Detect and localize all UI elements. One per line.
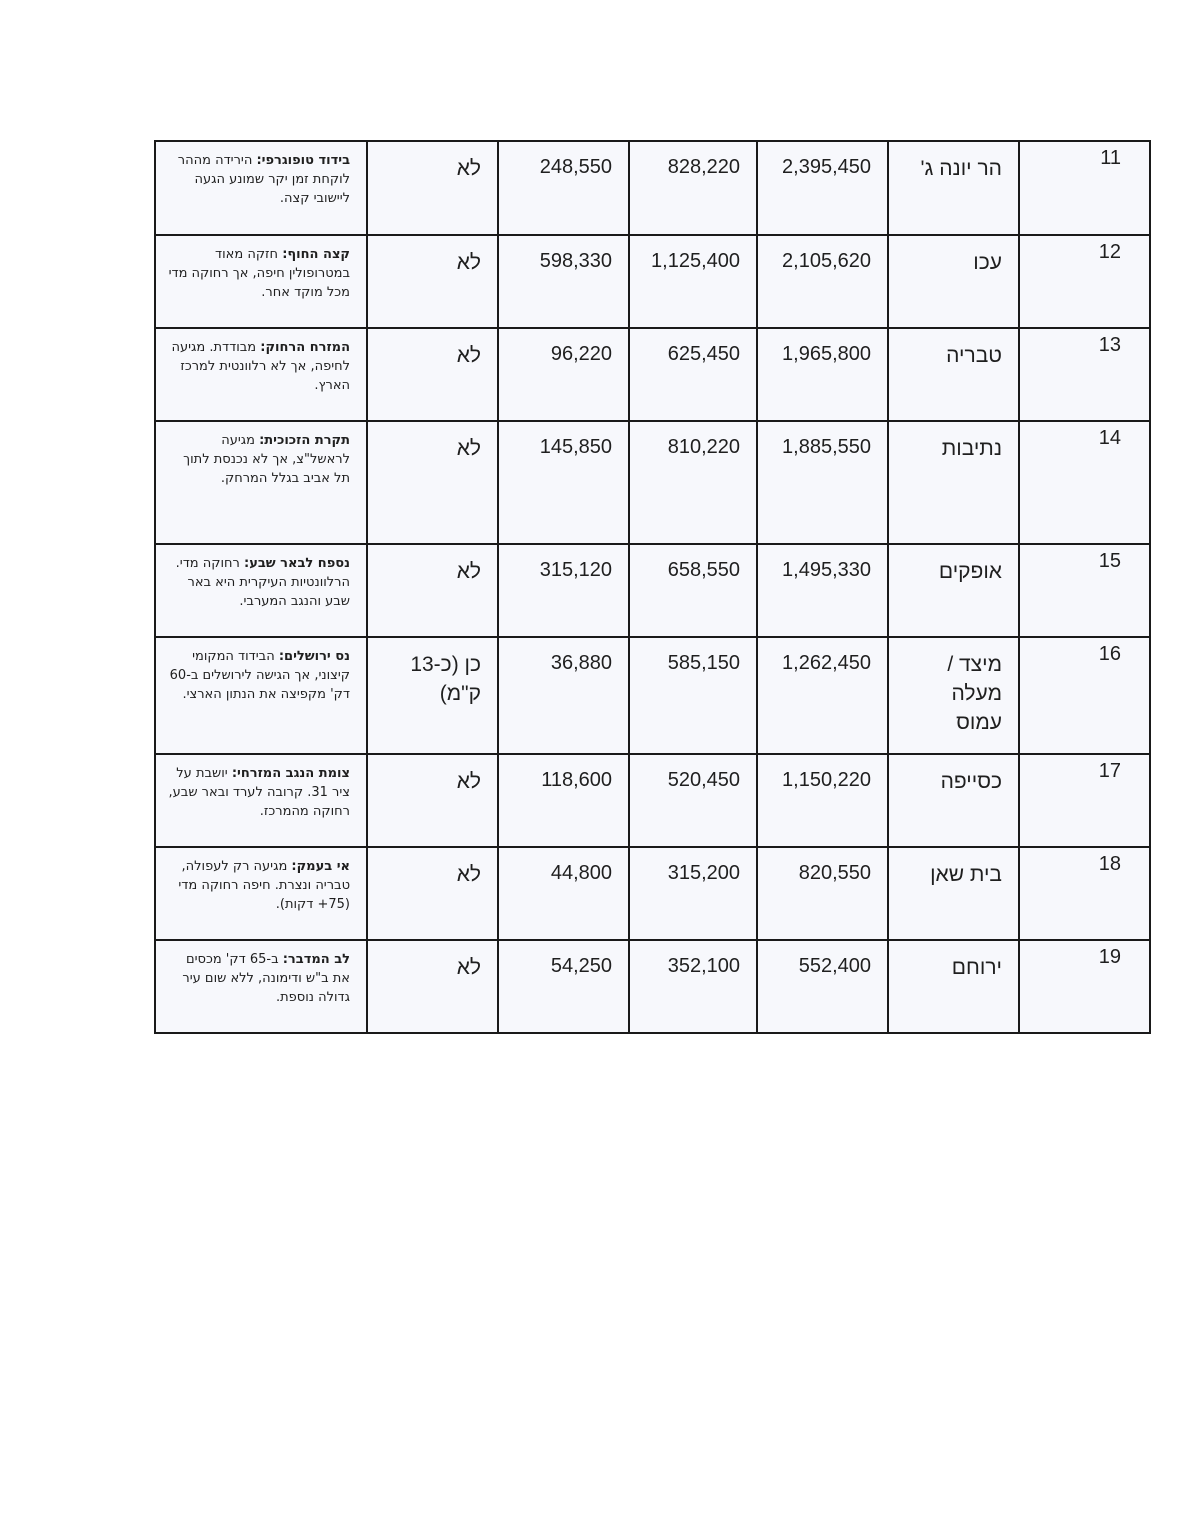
flag-value: לא: [456, 251, 481, 274]
city-name: מיצד / מעלה עמוס: [947, 653, 1002, 734]
population-value-2: 585,150: [667, 652, 740, 674]
population-value-2: 658,550: [667, 559, 740, 581]
population-value-1: 552,400: [798, 955, 871, 977]
city-name: טבריה: [946, 344, 1002, 367]
city-name: כסייפה: [940, 770, 1002, 793]
note-text: [156, 638, 366, 712]
data-table: [154, 140, 1151, 1034]
population-value-2: 828,220: [667, 156, 740, 178]
population-value-3: 36,880: [550, 652, 612, 674]
population-value-3: 44,800: [550, 862, 612, 884]
population-value-2: 315,200: [667, 862, 740, 884]
note-title: נס ירושלים:: [278, 649, 350, 664]
flag-value: לא: [456, 770, 481, 793]
flag-value: לא: [456, 157, 481, 180]
flag-value: לא: [456, 863, 481, 886]
note-text: [156, 755, 366, 829]
table-row: [155, 235, 1150, 328]
population-value-1: 2,395,450: [782, 156, 871, 178]
population-value-2: 810,220: [667, 436, 740, 458]
population-value-2: 625,450: [667, 343, 740, 365]
flag-value: לא: [456, 560, 481, 583]
note-title: נספח לבאר שבע:: [244, 556, 350, 571]
flag-value: כן (כ-13 ק"מ): [410, 653, 481, 705]
row-number: 12: [1098, 241, 1121, 263]
city-name: ירוחם: [951, 956, 1002, 979]
note-text: [156, 941, 366, 1015]
row-number: 11: [1100, 147, 1121, 169]
row-number: 16: [1098, 643, 1121, 665]
row-number: 15: [1098, 550, 1121, 572]
note-title: לב המדבר:: [282, 952, 350, 967]
population-value-1: 1,965,800: [782, 343, 871, 365]
city-name: בית שאן: [930, 863, 1002, 886]
population-value-1: 1,495,330: [782, 559, 871, 581]
table-row: [155, 141, 1150, 235]
note-text: [156, 142, 366, 216]
note-body: מגיעה לראשל"צ, אך לא נכנסת לתוך תל אביב בגלל המרחק.: [183, 433, 350, 486]
note-body: יושבת על ציר 31. קרובה לערד ובאר שבע, רחוקה מהמרכז.: [168, 766, 350, 819]
population-value-2: 352,100: [667, 955, 740, 977]
note-text: [156, 848, 366, 922]
city-name: הר יונה ג': [920, 157, 1002, 180]
row-number: 19: [1098, 946, 1121, 968]
flag-value: לא: [456, 437, 481, 460]
city-name: עכו: [973, 251, 1002, 274]
population-value-2: 1,125,400: [651, 250, 740, 272]
note-text: [156, 422, 366, 496]
note-body: מבודדת. מגיעה לחיפה, אך לא רלוונטית למרכז הארץ.: [171, 340, 350, 393]
note-body: הירידה מההר לוקחת זמן יקר שמונע הגעה ליישובי קצה.: [177, 153, 350, 206]
note-title: בידוד טופוגרפי:: [256, 153, 350, 168]
table-row: [155, 637, 1150, 754]
city-name: נתיבות: [941, 437, 1002, 460]
table-row: [155, 544, 1150, 637]
table-row: [155, 421, 1150, 544]
city-name: אופקים: [938, 560, 1002, 583]
population-value-3: 96,220: [550, 343, 612, 365]
note-body: מגיעה רק לעפולה, טבריה ונצרת. חיפה רחוקה מדי (75+ דקות).: [178, 859, 350, 912]
note-title: צומת הנגב המזרחי:: [231, 766, 350, 781]
note-body: ב-65 דק' מכסים את ב"ש ודימונה, ללא שום עיר גדולה נוספת.: [182, 952, 350, 1005]
population-value-1: 2,105,620: [782, 250, 871, 272]
row-number: 14: [1098, 427, 1121, 449]
note-body: רחוקה מדי. הרלוונטיות העיקרית היא באר שבע והנגב המערבי.: [175, 556, 350, 609]
table-row: [155, 847, 1150, 940]
population-value-1: 1,262,450: [782, 652, 871, 674]
note-title: תקרת הזכוכית:: [259, 433, 350, 448]
note-text: [156, 236, 366, 310]
row-number: 13: [1098, 334, 1121, 356]
population-value-3: 54,250: [550, 955, 612, 977]
table-row: [155, 328, 1150, 421]
table-row: [155, 754, 1150, 847]
row-number: 18: [1098, 853, 1121, 875]
table-row: [155, 940, 1150, 1033]
note-title: אי בעמק:: [291, 859, 350, 874]
population-value-3: 248,550: [539, 156, 612, 178]
population-value-1: 1,150,220: [782, 769, 871, 791]
note-title: קצה החוף:: [282, 247, 350, 262]
flag-value: לא: [456, 344, 481, 367]
population-value-3: 145,850: [539, 436, 612, 458]
note-title: המזרח הרחוק:: [260, 340, 350, 355]
note-text: [156, 329, 366, 403]
population-value-3: 118,600: [541, 769, 612, 791]
population-value-3: 598,330: [539, 250, 612, 272]
flag-value: לא: [456, 956, 481, 979]
population-value-1: 1,885,550: [782, 436, 871, 458]
population-value-2: 520,450: [667, 769, 740, 791]
note-body: הבידוד המקומי קיצוני, אך הגישה לירושלים ב-60 דק' מקפיצה את הנתון הארצי.: [169, 649, 350, 702]
note-body: חזקה מאוד במטרופולין חיפה, אך רחוקה מדי מכל מוקד אחר.: [168, 247, 350, 300]
note-text: [156, 545, 366, 619]
population-value-3: 315,120: [539, 559, 612, 581]
population-value-1: 820,550: [798, 862, 871, 884]
row-number: 17: [1098, 760, 1121, 782]
